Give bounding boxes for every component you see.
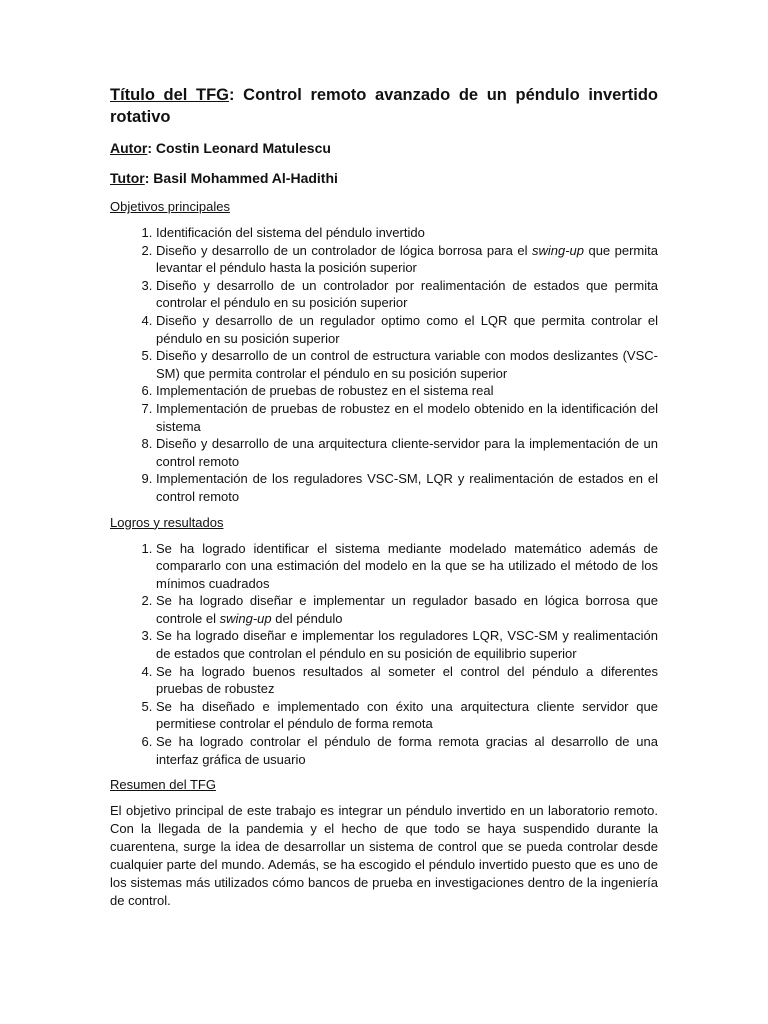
tutor-name: Basil Mohammed Al-Hadithi xyxy=(149,170,338,186)
result-item-emphasis: swing-up xyxy=(219,610,272,626)
objective-item xyxy=(156,347,658,382)
author-label: Autor xyxy=(110,140,148,156)
objective-item xyxy=(156,400,658,435)
objective-item xyxy=(156,312,658,347)
objective-item-text: Implementación de los reguladores VSC-SM, LQR y realimentación de estados en el control remoto xyxy=(156,471,658,504)
objectives-heading: Objetivos principales xyxy=(110,199,230,214)
objectives-list xyxy=(110,224,658,506)
author-name: Costin Leonard Matulescu xyxy=(152,140,331,156)
objective-item-emphasis: swing-up xyxy=(531,242,584,258)
title-text: Control remoto avanzado de un péndulo invertido rotativo xyxy=(110,86,658,126)
result-item-text-cont: del péndulo xyxy=(271,610,343,626)
objective-item xyxy=(156,382,658,400)
objective-item xyxy=(156,277,658,312)
author-separator: : xyxy=(147,140,152,156)
objective-item-text: Implementación de pruebas de robustez en el modelo obtenido en la identificación del sistema xyxy=(156,400,658,434)
results-list xyxy=(110,540,658,769)
objective-item-text-cont: que permita levantar el péndulo hasta la posición superior xyxy=(156,242,658,276)
tutor-line xyxy=(110,168,658,188)
objective-item-text: Diseño y desarrollo de un regulador optimo como el LQR que permita controlar el péndulo en su posición superior xyxy=(156,312,658,346)
result-item xyxy=(156,627,658,662)
objective-item-text: Diseño y desarrollo de un controlador por realimentación de estados que permita controlar el péndulo en su posición superior xyxy=(156,277,658,311)
title-separator: : xyxy=(229,86,235,104)
objective-item-text: Implementación de pruebas de robustez en el sistema real xyxy=(156,383,494,399)
tutor-separator: : xyxy=(144,170,150,186)
author-line xyxy=(110,138,658,158)
objective-item xyxy=(156,224,658,242)
result-item-text: Se ha logrado diseñar e implementar los reguladores LQR, VSC-SM y realimentación de estados que controlan el péndulo en su posición de equilibrio superior xyxy=(156,628,658,662)
result-item xyxy=(156,663,658,698)
result-item-text: Se ha logrado identificar el sistema mediante modelado matemático además de compararlo con una estimación del modelo en la que se ha utilizado el método de los mínimos cuadrados xyxy=(156,540,658,591)
objective-item xyxy=(156,470,658,505)
result-item-text: Se ha diseñado e implementado con éxito una arquitectura cliente servidor que permitiese controlar el péndulo de forma remota xyxy=(156,698,658,732)
title-label: Título del TFG xyxy=(110,86,230,104)
results-heading: Logros y resultados xyxy=(110,514,224,530)
objective-item xyxy=(156,435,658,470)
objective-item-text: Diseño y desarrollo de un control de estructura variable con modos deslizantes (VSC-SM) que permita controlar el péndulo en su posición superior xyxy=(156,348,658,381)
result-item xyxy=(156,698,658,733)
summary-heading: Resumen del TFG xyxy=(110,777,216,793)
document-title xyxy=(110,84,658,128)
tutor-label: Tutor xyxy=(110,170,145,186)
objective-item-text: Diseño y desarrollo de un controlador de lógica borrosa para el xyxy=(156,242,532,258)
objective-item-text: Identificación del sistema del péndulo invertido xyxy=(156,225,425,240)
result-item-text: Se ha logrado buenos resultados al someter el control del péndulo a diferentes pruebas de robustez xyxy=(156,663,658,697)
result-item xyxy=(156,540,658,593)
result-item-text: Se ha logrado controlar el péndulo de forma remota gracias al desarrollo de una interfaz gráfica de usuario xyxy=(156,734,658,767)
objective-item xyxy=(156,242,658,277)
result-item xyxy=(156,733,658,768)
result-item-text: Se ha logrado diseñar e implementar un regulador basado en lógica borrosa que controle el xyxy=(156,593,658,626)
objective-item-text: Diseño y desarrollo de una arquitectura cliente-servidor para la implementación de un control remoto xyxy=(156,436,658,469)
summary-paragraph: El objetivo principal de este trabajo es integrar un péndulo invertido en un laboratorio remoto. Con la llegada de la pandemia y el hecho de que todo se haya suspendido durante la cuarentena, surge la idea de desarrollar un sistema de control que se pueda controlar desde cualquier parte del mundo. Además, se ha escogido el péndulo invertido puesto que es uno de los sistemas más utilizados cómo bancos de prueba en investigaciones dentro de la ingeniería de control. xyxy=(110,803,658,909)
result-item xyxy=(156,592,658,627)
